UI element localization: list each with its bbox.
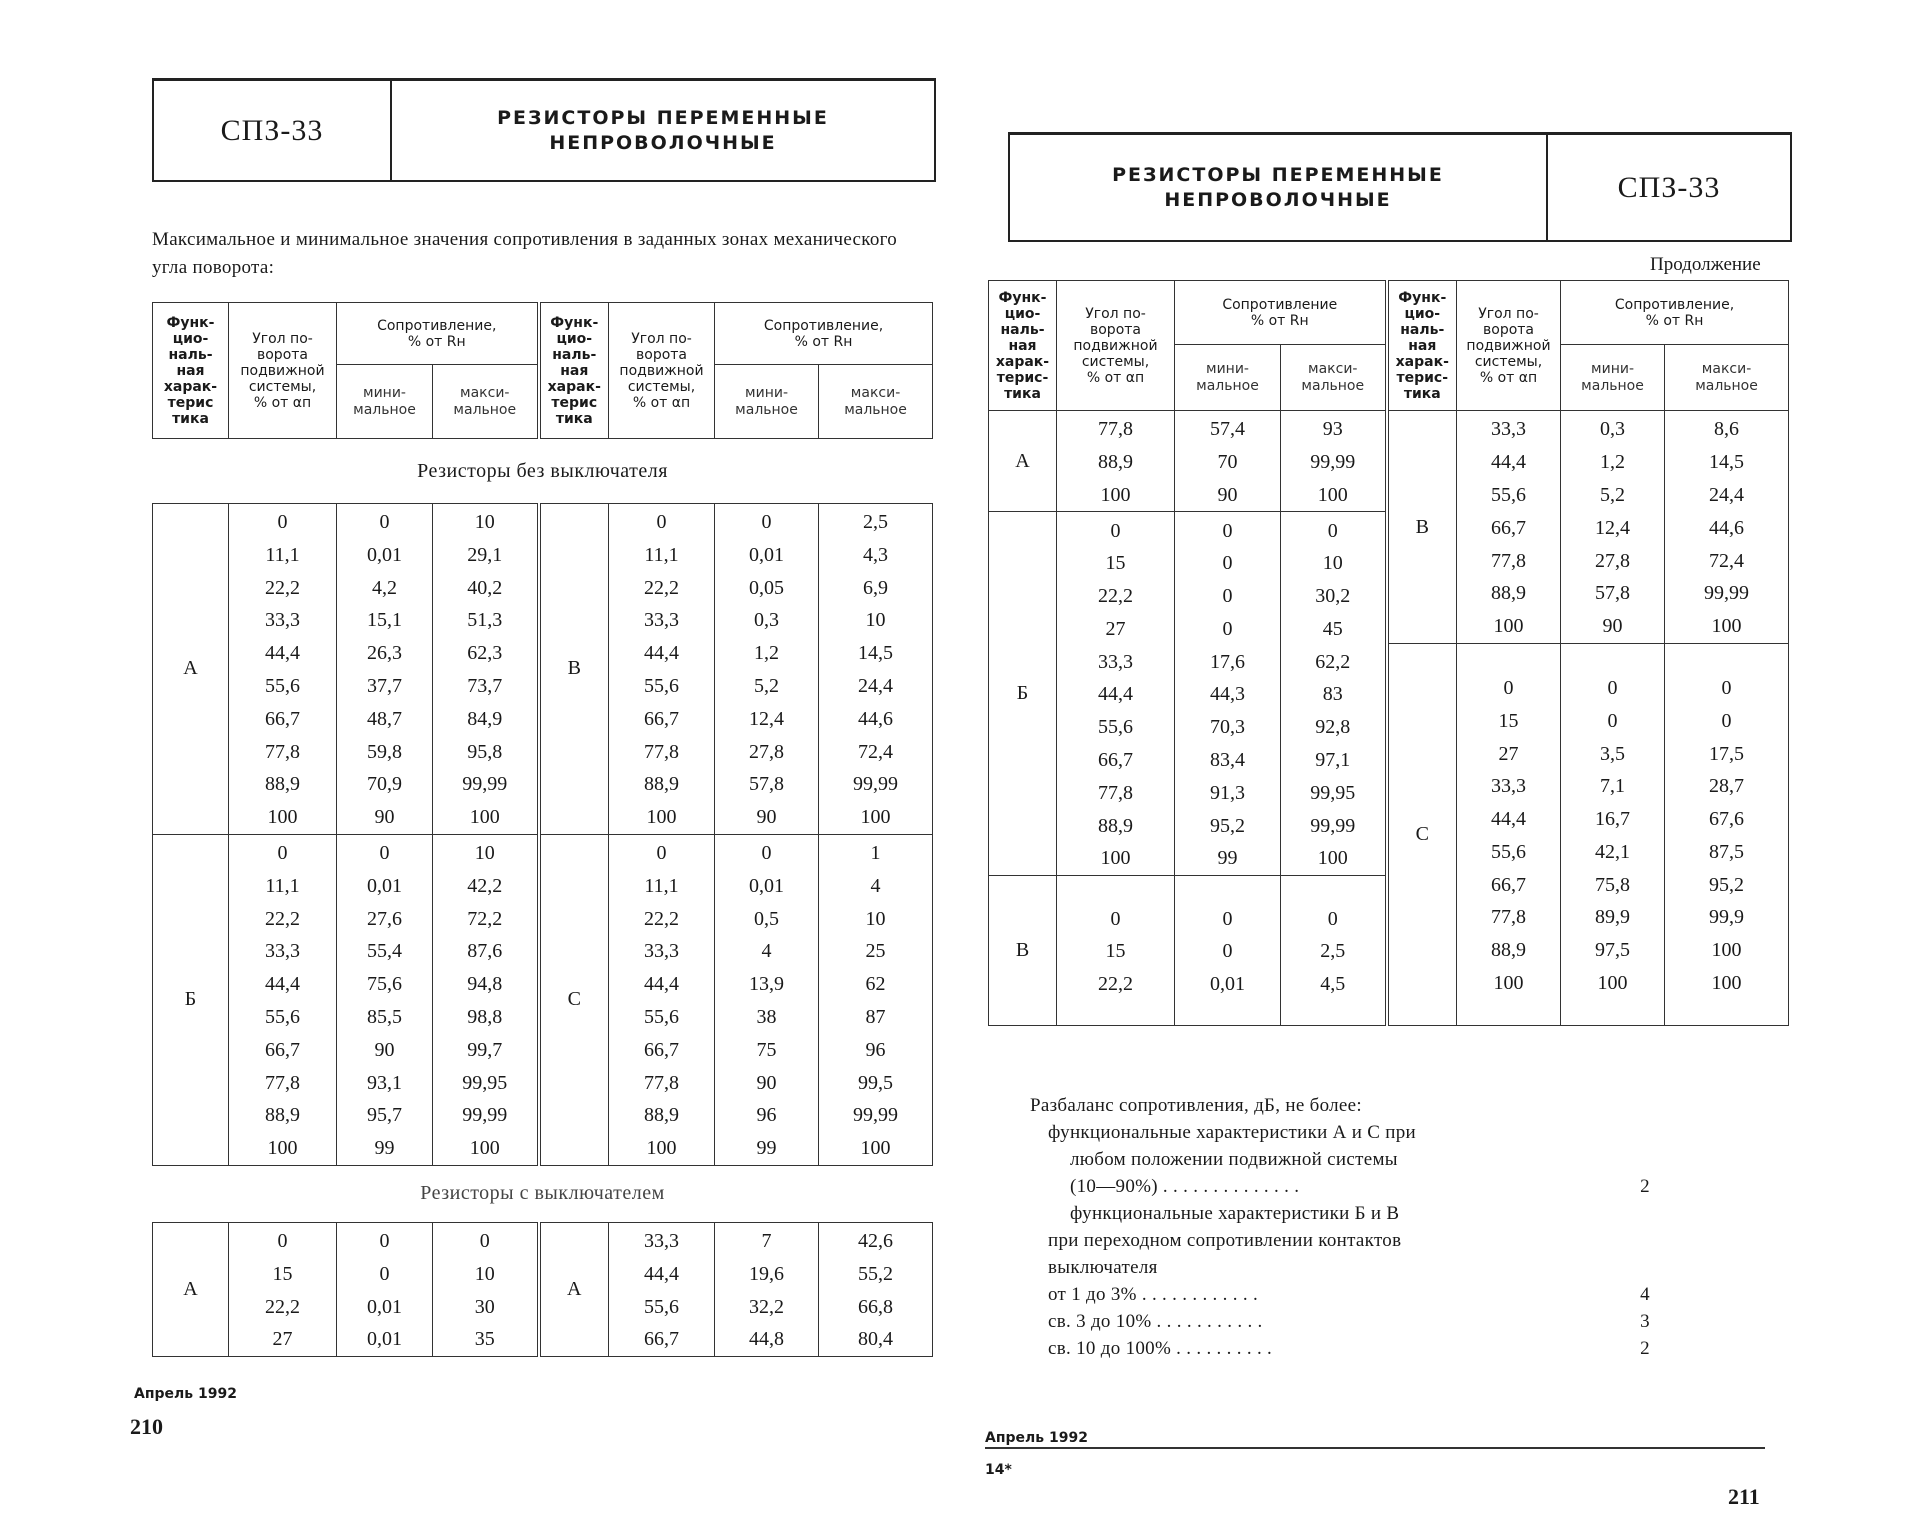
table-row: С 0 15 27 33,3 44,4 55,6 66,7 77,8 88,9 100 0 0 3,5 7,1 16,7 42,1 75,8 89,9 97,5 100 0 0 17,5 28,7 67,6 87,5 95,2 99,9 100 100 — [989, 644, 1789, 876]
func-label-v: В — [1387, 411, 1457, 644]
func-label-c: С — [539, 834, 609, 1165]
table-row: А 0 11,1 22,2 33,3 44,4 55,6 66,7 77,8 88,9 100 0 0,01 4,2 15,1 26,3 37,7 48,7 59,8 70,9 90 10 29,1 40,2 51,3 62,3 73,7 84,9 95,8 99,99 100 В 0 11,1 22,2 33,3 44,4 55,6 66,7 77,8 88,9 100 0 0,01 0,05 0,3 1,2 5,2 12,4 27,8 57,8 90 2,5 4,3 6,9 10 14,5 24,4 44,6 72,4 99,99 100 — [153, 504, 933, 835]
right-footer-mark: 14* — [985, 1462, 1012, 1478]
func-label-a: А — [989, 411, 1057, 512]
continuation-label: Продолжение — [1650, 254, 1761, 275]
section-with-switch: Резисторы с выключателем — [153, 1165, 933, 1222]
section-without-switch: Резисторы без выключателя — [153, 439, 933, 504]
func-label-v: В — [539, 504, 609, 835]
table-row: А 0 15 22,2 27 0 0 0,01 0,01 0 10 30 35 А 33,3 44,4 55,6 66,7 7 19,6 32,2 44,8 42,6 55,2 66,8 80,4 — [153, 1222, 933, 1356]
imbalance-block: Разбаланс сопротивления, дБ, не более: функциональные характеристики А и С при любом положении подвижной системы (10—90%) . . . . . . . . . . . . . . 2 функциональные характеристики Б и В при переходном сопротивлении контактов выключателя от 1 до 3% . . . . . . . . . . . . 4 св. 3 до 10% . . . . . . . . . . . 3 св. 10 до 100% . . . . . . . . . . 2 — [1030, 1092, 1590, 1362]
func-label-a: А — [153, 504, 229, 835]
left-resistance-table: Функ- цио- наль- ная харак- терис тика Угол по- ворота подвижной системы, % от αп Сопротивление, % от Rн Функ- цио- наль- ная харак- терис тика Угол по- ворота подвижной системы, % от αп Сопротивление, % от Rн мини- мальное макси- мальное мини- мальное макси- мальное Резисторы без выключателя А 0 11,1 22,2 33,3 44,4 55,6 66,7 77,8 88,9 100 0 0,01 4,2 15,1 26,3 37,7 48,7 59,8 70,9 90 10 29,1 40,2 51,3 62,3 73,7 84,9 95,8 99,99 100 В 0 11,1 22,2 33,3 44,4 55,6 66,7 77,8 88,9 100 0 0,01 0,05 0,3 1,2 5,2 12,4 27,8 57,8 90 2,5 4,3 6,9 10 14,5 24,4 44,6 72,4 99,99 100 Б 0 11,1 22,2 33,3 44,4 55,6 66,7 77,8 88,9 100 0 0,01 27,6 55,4 75,6 85,5 90 93,1 95,7 99 10 42,2 72,2 87,6 94,8 98,8 99,7 99,95 99,99 100 С 0 11,1 22,2 33,3 44,4 55,6 66,7 77,8 88,9 100 0 0,01 0,5 4 13,9 38 75 90 96 99 1 4 10 25 62 87 96 99,5 99,99 100 Резисторы с выключателем А 0 15 22,2 27 0 0 0,01 0,01 0 10 30 35 А 33,3 44,4 55,6 66,7 7 19,6 32,2 44,8 42,6 55,2 66,8 80,4 — [152, 302, 933, 1357]
ac-imbalance-value: 2 — [1640, 1176, 1650, 1197]
right-header — [1008, 132, 1792, 242]
right-page-number: 211 — [1728, 1484, 1760, 1509]
right-header-title: РЕЗИСТОРЫ ПЕРЕМЕННЫЕ НЕПРОВОЛОЧНЫЕ — [1112, 163, 1444, 211]
intro-text: Максимальное и минимальное значения сопротивления в заданных зонах механического угла поворота: — [152, 229, 898, 278]
table-row: А 77,8 88,9 100 57,4 70 90 93 99,99 100 В 33,3 44,4 55,6 66,7 77,8 88,9 100 0,3 1,2 5,2 12,4 27,8 57,8 90 8,6 14,5 24,4 44,6 72,4 99,99 100 — [989, 411, 1789, 512]
left-header — [152, 78, 936, 182]
func-label-v: В — [989, 876, 1057, 1026]
table-row: Б 0 15 22,2 27 33,3 44,4 55,6 66,7 77,8 88,9 100 0 0 0 0 17,6 44,3 70,3 83,4 91,3 95,2 99 0 10 30,2 45 62,2 83 92,8 97,1 99,95 99,99 100 — [989, 512, 1789, 644]
left-page-number: 210 — [130, 1414, 163, 1439]
footer-rule — [985, 1447, 1765, 1449]
right-footer-date: Апрель 1992 — [985, 1430, 1088, 1446]
func-label-c: С — [1387, 644, 1457, 1026]
func-label-b: Б — [153, 834, 229, 1165]
func-label-b: Б — [989, 512, 1057, 876]
left-header-code: СПЗ-33 — [220, 113, 324, 147]
right-header-code: СПЗ-33 — [1617, 170, 1721, 204]
table-row: Б 0 11,1 22,2 33,3 44,4 55,6 66,7 77,8 88,9 100 0 0,01 27,6 55,4 75,6 85,5 90 93,1 95,7 99 10 42,2 72,2 87,6 94,8 98,8 99,7 99,95 99,99 100 С 0 11,1 22,2 33,3 44,4 55,6 66,7 77,8 88,9 100 0 0,01 0,5 4 13,9 38 75 90 96 99 1 4 10 25 62 87 96 99,5 99,99 100 — [153, 834, 933, 1165]
right-resistance-table: Функ- цио- наль- ная харак- терис- тика Угол по- ворота подвижной системы, % от αп Сопротивление % от Rн Функ- цио- наль- ная харак- терис- тика Угол по- ворота подвижной системы, % от αп Сопротивление, % от Rн мини- мальное макси- мальное мини- мальное макси- мальное А 77,8 88,9 100 57,4 70 90 93 99,99 100 В 33,3 44,4 55,6 66,7 77,8 88,9 100 0,3 1,2 5,2 12,4 27,8 57,8 90 8,6 14,5 24,4 44,6 72,4 99,99 100 Б 0 15 22,2 27 33,3 44,4 55,6 66,7 77,8 88,9 100 0 0 0 0 17,6 44,3 70,3 83,4 91,3 95,2 99 0 10 30,2 45 62,2 83 92,8 97,1 99,95 99,99 100 С 0 15 27 33,3 44,4 55,6 66,7 77,8 88,9 100 0 0 3,5 7,1 16,7 42,1 75,8 89,9 97,5 100 0 0 17,5 28,7 67,6 87,5 95,2 99,9 100 100 В 0 15 22,2 0 0 0,01 0 2,5 4,5 — [988, 280, 1789, 1026]
left-footer-date: Апрель 1992 — [134, 1386, 237, 1402]
left-header-title: РЕЗИСТОРЫ ПЕРЕМЕННЫЕ НЕПРОВОЛОЧНЫЕ — [497, 106, 829, 154]
table-row: В 0 15 22,2 0 0 0,01 0 2,5 4,5 — [989, 876, 1789, 1026]
